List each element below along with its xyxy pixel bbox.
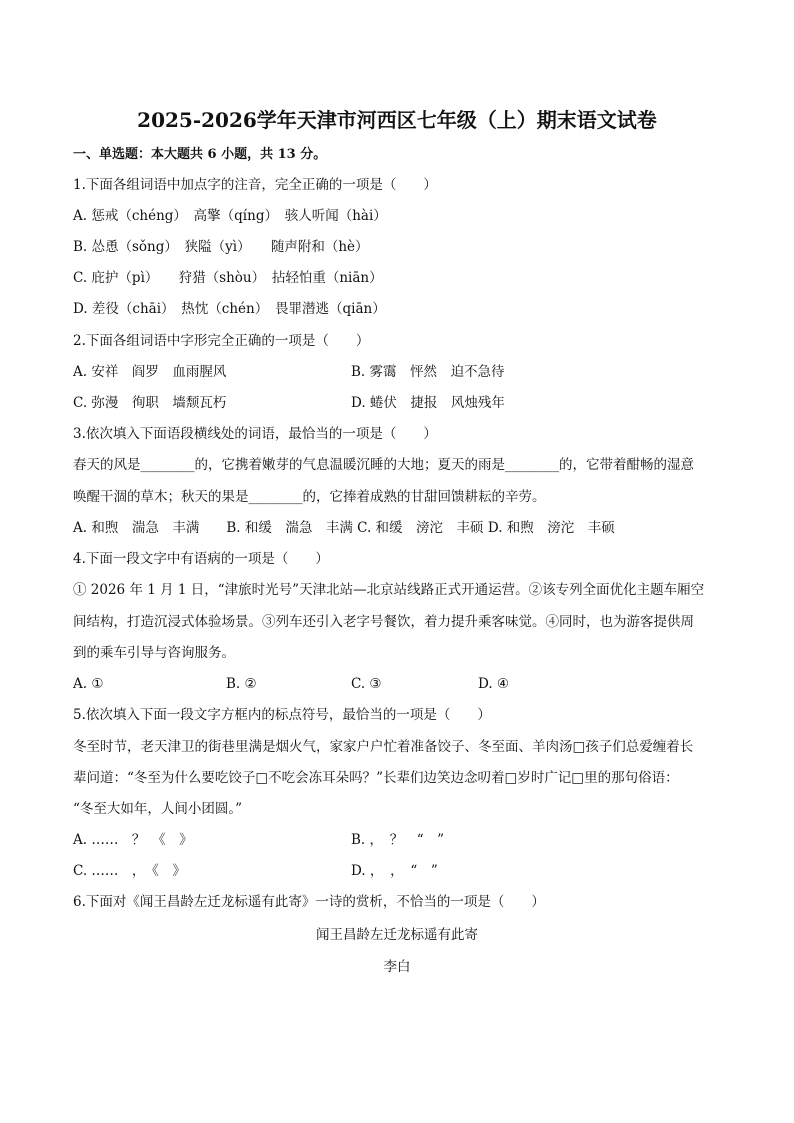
section-heading: 一、单选题：本大题共 6 小题，共 13 分。 [73,147,327,162]
poem-author: 李白 [383,959,411,975]
question-1-option-a: A. 惩戒（chéng） 高擎（qíng） 骇人听闻（hài） [73,208,387,224]
question-4-passage-line-1: ① 2026 年 1 月 1 日，“津旅时光号”天津北站—北京站线路正式开通运营。②该专列全面优化主题车厢空 [73,582,705,598]
question-4-option-b: B. ② [226,676,257,692]
question-5-option-a: A. …… ？ 《 》 [73,832,193,848]
poem-title: 闻王昌龄左迁龙标遥有此寄 [316,927,478,943]
question-2-option-b: B. 雾霭 怦然 迫不急待 [351,364,505,380]
question-3-passage-line-1: 春天的风是________的，它携着嫩芽的气息温暖沉睡的大地；夏天的雨是________的，它带着酣畅的湿意 [73,457,694,473]
question-5-option-b: B. ， ？ “ ” [351,832,445,848]
exam-title: 2025-2026学年天津市河西区七年级（上）期末语文试卷 [137,108,657,132]
question-4-option-c: C. ③ [351,676,382,692]
question-3-stem: 3.依次填入下面语段横线处的词语，最恰当的一项是（ ） [73,426,437,442]
question-6-stem: 6.下面对《闻王昌龄左迁龙标遥有此寄》一诗的赏析，不恰当的一项是（ ） [73,894,545,910]
question-5-passage-line-1: 冬至时节，老天津卫的街巷里满是烟火气，家家户户忙着准备饺子、冬至面、羊肉汤□孩子们总爱缠着长 [73,739,694,755]
question-3-options: A. 和煦 湍急 丰满 B. 和缓 湍急 丰满 C. 和缓 滂沱 丰硕 D. 和煦 滂沱 丰硕 [73,520,615,536]
question-5-stem: 5.依次填入下面一段文字方框内的标点符号，最恰当的一项是（ ） [73,707,491,723]
question-2-option-a: A. 安祥 阎罗 血雨腥风 [73,364,227,380]
question-3-passage-line-2: 唤醒干涸的草木；秋天的果是________的，它捧着成熟的甘甜回馈耕耘的辛劳。 [73,489,546,505]
question-4-option-a: A. ① [73,676,104,692]
question-2-option-c: C. 弥漫 徇职 墙颓瓦朽 [73,395,227,411]
question-4-passage-line-3: 到的乘车引导与咨询服务。 [73,645,235,661]
question-1-option-c: C. 庇护（pì） 狩猎（shòu） 拈轻怕重（niān） [73,270,383,286]
question-5-passage-line-3: “冬至大如年，人间小团圆。” [73,801,243,817]
question-4-stem: 4.下面一段文字中有语病的一项是（ ） [73,551,329,567]
question-1-option-b: B. 怂恿（sǒng） 狭隘（yì） 随声附和（hè） [73,239,369,255]
question-2-option-d: D. 蜷伏 捷报 风烛残年 [351,395,505,411]
question-5-option-c: C. …… ， 《 》 [73,863,186,879]
question-2-stem: 2.下面各组词语中字形完全正确的一项是（ ） [73,333,370,349]
question-4-option-d: D. ④ [478,676,510,692]
question-4-passage-line-2: 间结构，打造沉浸式体验场景。③列车还引入老字号餐饮，着力提升乘客味觉。④同时，也为游客提供周 [73,614,694,630]
question-5-passage-line-2: 辈问道：“冬至为什么要吃饺子□不吃会冻耳朵吗？”长辈们边笑边念叨着□岁时广记□里的那句俗语： [73,770,679,786]
question-1-option-d: D. 差役（chāi） 热忱（chén） 畏罪潜逃（qiān） [73,301,386,317]
question-5-option-d: D. ， ， “ ” [351,863,438,879]
question-1-stem: 1.下面各组词语中加点字的注音，完全正确的一项是（ ） [73,177,437,193]
